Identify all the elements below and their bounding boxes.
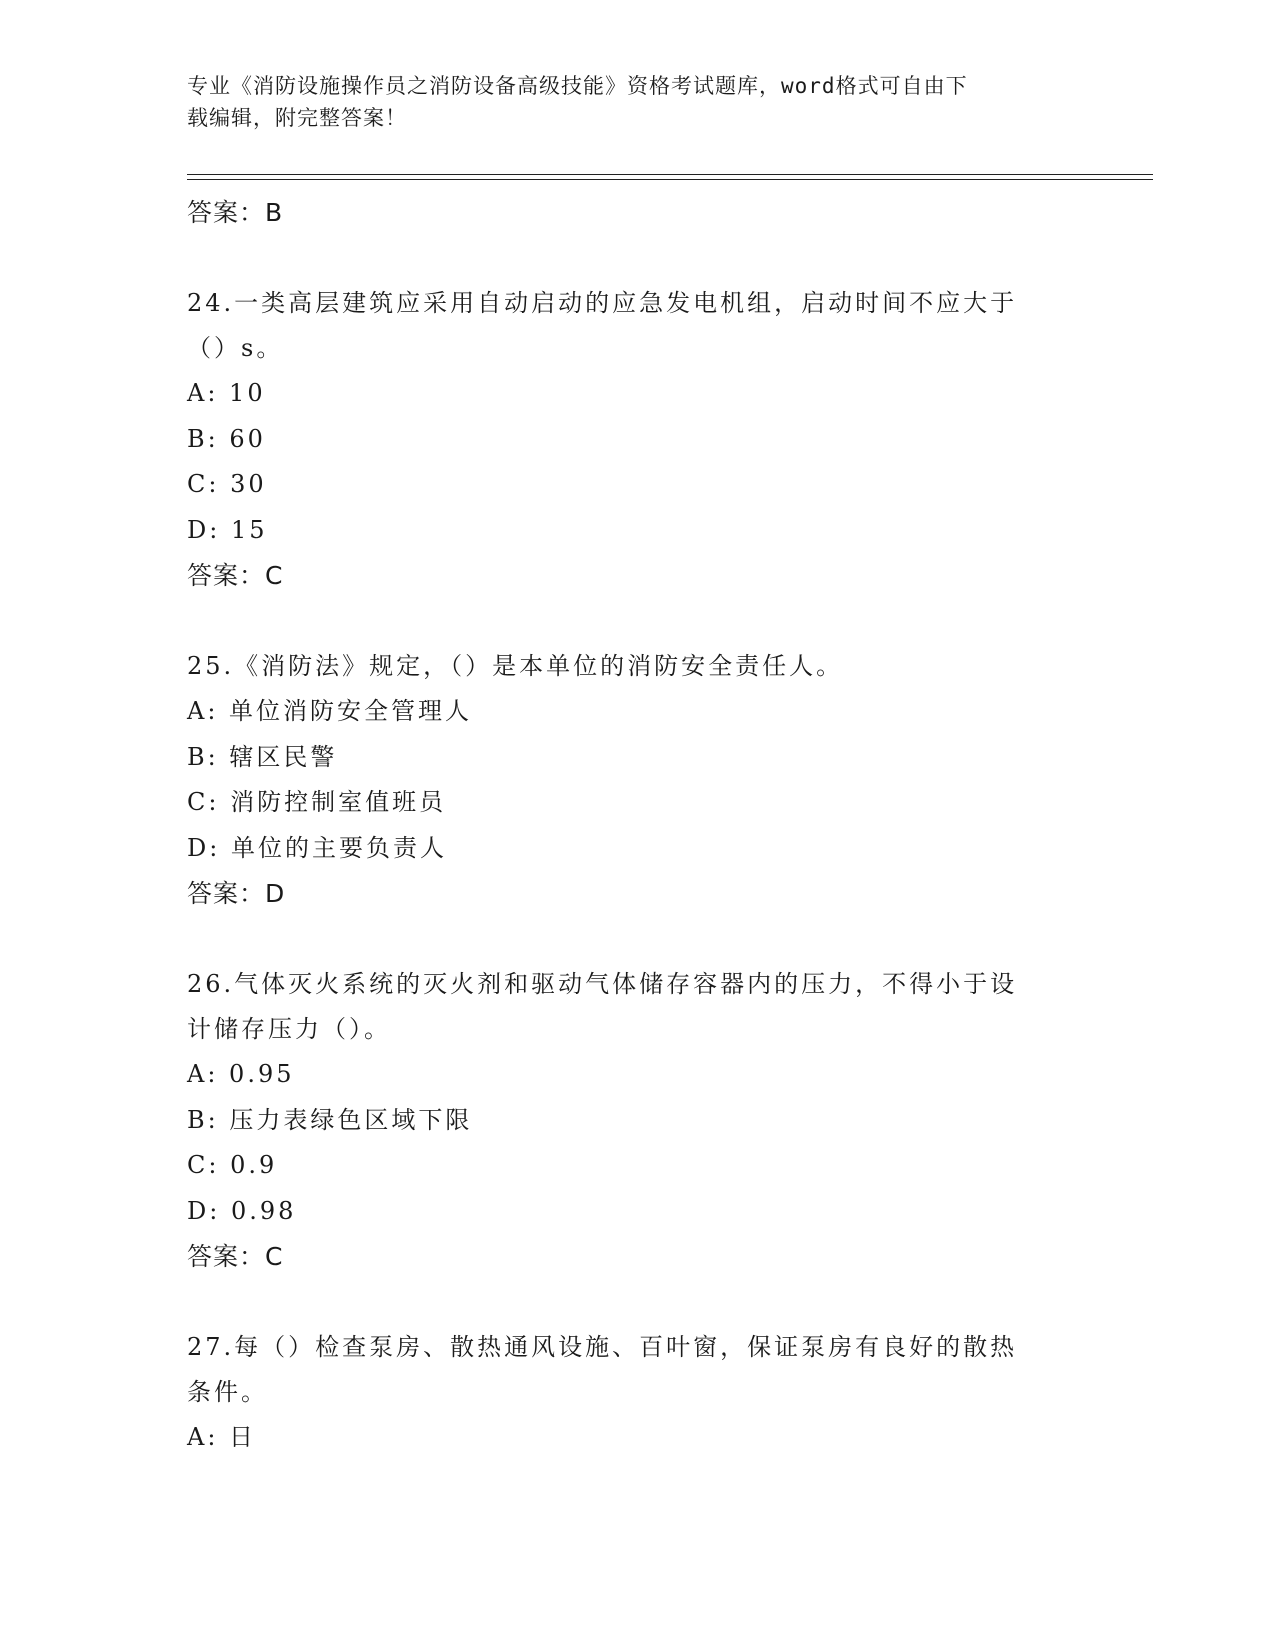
- option-c: C: 30: [187, 470, 267, 498]
- question-stem: 25.《消防法》规定，（）是本单位的消防安全责任人。: [187, 652, 844, 680]
- option-c: C: 消防控制室值班员: [187, 788, 447, 816]
- question-stem: 24.一类高层建筑应采用自动启动的应急发电机组，启动时间不应大于: [187, 289, 1018, 317]
- option-d: D: 单位的主要负责人: [187, 833, 447, 862]
- question-stem-cont: 条件。: [187, 1378, 268, 1406]
- header-rule-bottom: [187, 179, 1153, 180]
- document-header: [187, 70, 1067, 134]
- header-line-1: 专业《消防设施操作员之消防设备高级技能》资格考试题库，word格式可自由下: [187, 74, 968, 98]
- option-a: A: 0.95: [187, 1060, 295, 1088]
- option-b: B: 60: [187, 424, 266, 453]
- option-a: A: 单位消防安全管理人: [187, 697, 473, 725]
- option-b: B: 压力表绿色区域下限: [187, 1105, 473, 1134]
- option-a: A: 日: [187, 1423, 257, 1451]
- header-rule-top: [187, 174, 1153, 175]
- question-list: [187, 190, 1087, 1461]
- header-line-2: 载编辑，附完整答案！: [187, 106, 407, 130]
- question-27: [187, 1325, 1087, 1461]
- option-c: C: 0.9: [187, 1151, 278, 1179]
- option-a: A: 10: [187, 379, 266, 407]
- question-25: [187, 644, 1087, 916]
- answer-line: 答案：D: [187, 879, 286, 908]
- question-stem: 26.气体灭火系统的灭火剂和驱动气体储存容器内的压力，不得小于设: [187, 970, 1018, 998]
- question-stem: 27.每（）检查泵房、散热通风设施、百叶窗，保证泵房有良好的散热: [187, 1333, 1018, 1361]
- question-24: [187, 281, 1087, 598]
- option-d: D: 0.98: [187, 1196, 297, 1225]
- question-stem-cont: 计储存压力（）。: [187, 1015, 391, 1043]
- answer-line: 答案：C: [187, 561, 284, 590]
- question-stem-cont: （）s。: [187, 334, 284, 362]
- option-d: D: 15: [187, 515, 268, 544]
- option-b: B: 辖区民警: [187, 742, 338, 771]
- answer-line: 答案：B: [187, 198, 284, 227]
- question-26: [187, 962, 1087, 1279]
- answer-line: 答案：C: [187, 1242, 284, 1271]
